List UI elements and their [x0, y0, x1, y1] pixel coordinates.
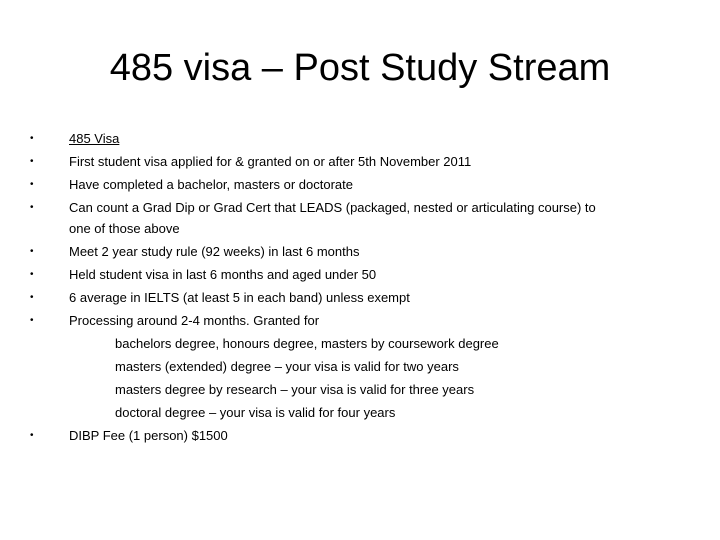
bullet-icon: •	[30, 315, 34, 326]
bullet-icon: •	[30, 292, 34, 303]
bullet-icon: •	[30, 156, 34, 167]
list-item-continuation: one of those above	[69, 221, 180, 236]
sub-list-item: masters (extended) degree – your visa is valid for two years	[115, 359, 459, 374]
list-item: Held student visa in last 6 months and aged under 50	[69, 267, 377, 282]
bullet-icon: •	[30, 179, 34, 190]
list-item-heading: 485 Visa	[69, 131, 120, 146]
sub-list-item: masters degree by research – your visa is valid for three years	[115, 382, 475, 397]
list-item: First student visa applied for & granted on or after 5th November 2011	[69, 154, 472, 169]
bullet-icon: •	[30, 269, 34, 280]
bullet-icon: •	[30, 133, 34, 144]
bullet-icon: •	[30, 430, 34, 441]
bullet-list	[0, 127, 720, 507]
sub-list-item: bachelors degree, honours degree, masters by coursework degree	[115, 336, 499, 351]
bullet-icon: •	[30, 202, 34, 213]
list-item: Can count a Grad Dip or Grad Cert that LEADS (packaged, nested or articulating course) to	[69, 200, 596, 215]
list-item: DIBP Fee (1 person) $1500	[69, 428, 228, 443]
sub-list-item: doctoral degree – your visa is valid for four years	[115, 405, 396, 420]
slide-title: 485 visa – Post Study Stream	[109, 47, 611, 89]
list-item: Meet 2 year study rule (92 weeks) in last 6 months	[69, 244, 360, 259]
list-item: Have completed a bachelor, masters or doctorate	[69, 177, 353, 192]
bullet-icon: •	[30, 246, 34, 257]
list-item: Processing around 2-4 months. Granted for	[69, 313, 320, 328]
list-item: 6 average in IELTS (at least 5 in each band) unless exempt	[69, 290, 410, 305]
